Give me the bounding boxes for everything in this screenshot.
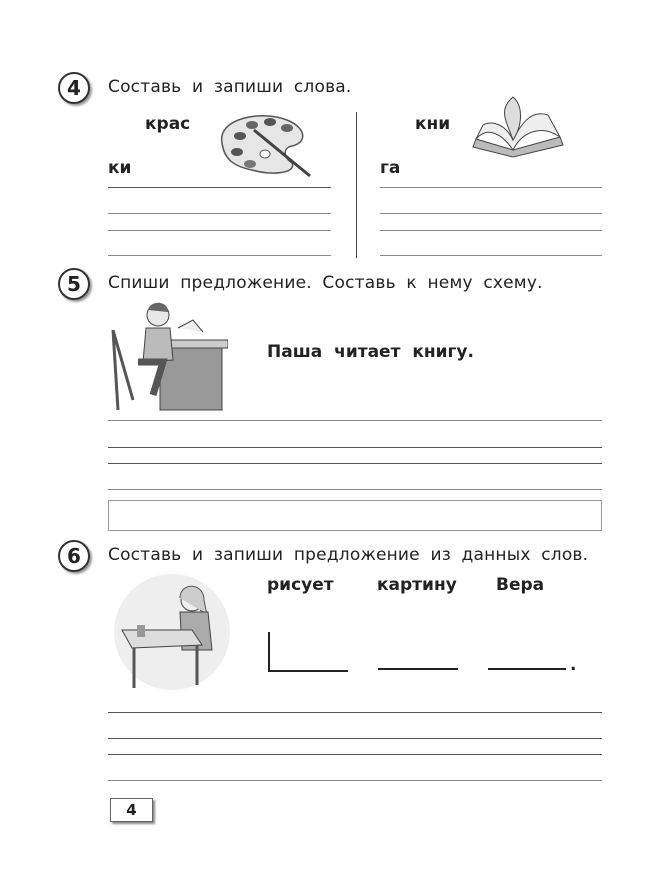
writing-line[interactable] bbox=[108, 447, 602, 448]
task-4-instruction: Составь и запиши слова. bbox=[108, 77, 352, 97]
girl-drawing-icon bbox=[112, 570, 232, 695]
writing-line[interactable] bbox=[108, 187, 331, 188]
writing-line[interactable] bbox=[108, 489, 602, 490]
sentence-to-copy: Паша читает книгу. bbox=[267, 342, 474, 362]
task-number-5: 5 bbox=[58, 268, 90, 300]
writing-line[interactable] bbox=[108, 255, 331, 256]
writing-line[interactable] bbox=[108, 420, 602, 421]
syllable-ki: ки bbox=[108, 158, 132, 178]
book-icon bbox=[468, 95, 568, 165]
writing-line[interactable] bbox=[108, 712, 602, 713]
writing-line[interactable] bbox=[108, 230, 331, 231]
scheme-period: . bbox=[570, 655, 577, 675]
word-card: Вера bbox=[496, 575, 545, 595]
writing-line[interactable] bbox=[108, 213, 331, 214]
column-divider bbox=[356, 112, 357, 258]
palette-icon bbox=[212, 108, 317, 178]
task-5-instruction: Спиши предложение. Составь к нему схему. bbox=[108, 273, 543, 293]
writing-line[interactable] bbox=[108, 754, 602, 755]
writing-line[interactable] bbox=[380, 255, 602, 256]
syllable-kni: кни bbox=[415, 114, 451, 134]
scheme-box[interactable] bbox=[108, 500, 602, 531]
boy-reading-icon bbox=[108, 300, 228, 412]
writing-line[interactable] bbox=[380, 230, 602, 231]
syllable-ga: га bbox=[380, 158, 401, 178]
scheme-first-word-slot bbox=[268, 632, 348, 672]
task-6-instruction: Составь и запиши предложение из данных слов. bbox=[108, 545, 589, 565]
word-card: рисует bbox=[267, 575, 334, 595]
writing-line[interactable] bbox=[380, 213, 602, 214]
writing-line[interactable] bbox=[108, 738, 602, 739]
task-number-6: 6 bbox=[58, 540, 90, 572]
writing-line[interactable] bbox=[108, 463, 602, 464]
scheme-word-slot bbox=[488, 668, 566, 670]
writing-line[interactable] bbox=[108, 780, 602, 781]
word-card: картину bbox=[377, 575, 457, 595]
task-number-4: 4 bbox=[58, 72, 90, 104]
writing-line[interactable] bbox=[380, 187, 602, 188]
syllable-kras: крас bbox=[145, 114, 191, 134]
scheme-word-slot bbox=[378, 668, 458, 670]
page-number: 4 bbox=[110, 798, 153, 822]
